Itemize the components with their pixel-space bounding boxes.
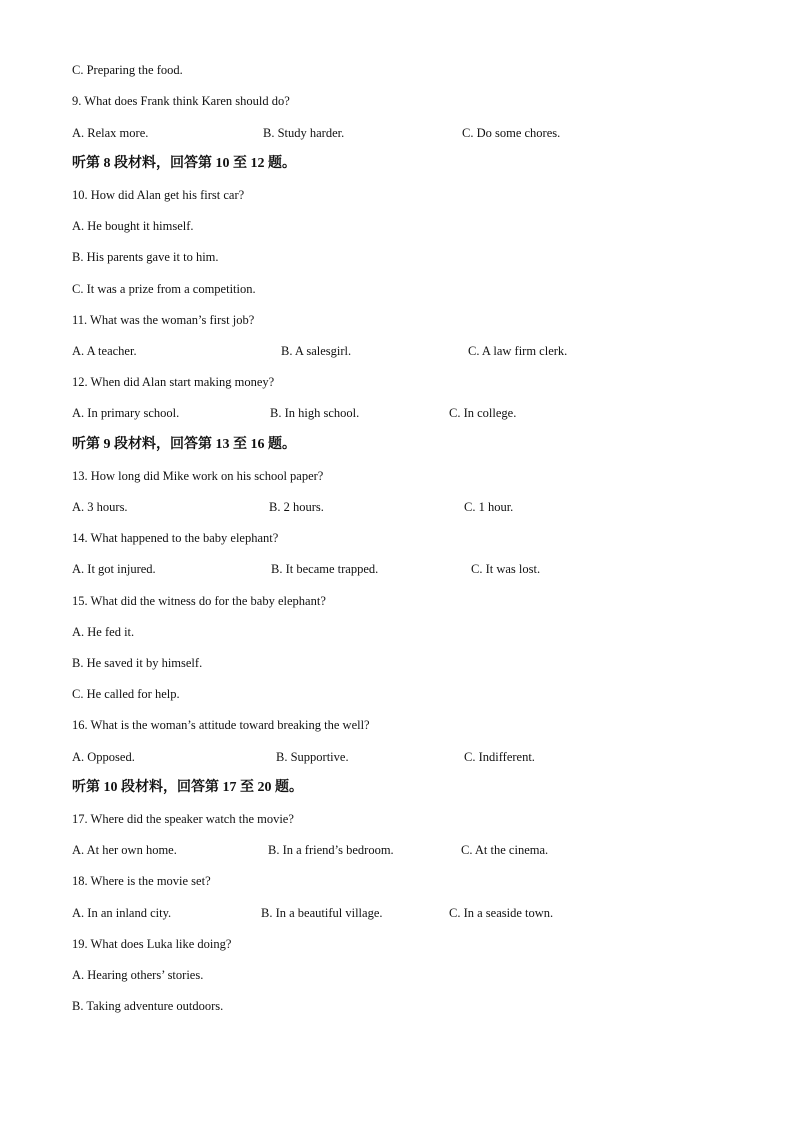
answer-option: B. It became trapped. (271, 562, 379, 576)
text-line: C. Preparing the food. (72, 63, 183, 77)
answer-option: B. In a friend’s bedroom. (268, 843, 394, 857)
answer-option: C. Do some chores. (462, 126, 561, 140)
answer-option: A. It got injured. (72, 562, 156, 576)
section-heading: 听第 10 段材料，回答第 17 至 20 题。 (72, 780, 303, 795)
answer-option: B. Study harder. (263, 126, 345, 140)
answer-option: A. At her own home. (72, 843, 177, 857)
text-line: 12. When did Alan start making money? (72, 375, 275, 389)
text-line: 13. How long did Mike work on his school paper? (72, 469, 324, 483)
text-line: C. It was a prize from a competition. (72, 282, 256, 296)
answer-option: B. In high school. (270, 406, 360, 420)
answer-option: B. Supportive. (276, 750, 349, 764)
text-line: B. Taking adventure outdoors. (72, 999, 224, 1013)
answer-option: C. In college. (449, 406, 517, 420)
answer-option: C. A law firm clerk. (468, 344, 568, 358)
answer-option: C. In a seaside town. (449, 906, 554, 920)
text-line: 11. What was the woman’s first job? (72, 313, 255, 327)
text-line: A. Hearing others’ stories. (72, 968, 204, 982)
text-line: 10. How did Alan get his first car? (72, 188, 245, 202)
text-line: B. He saved it by himself. (72, 656, 203, 670)
text-line: C. He called for help. (72, 687, 180, 701)
answer-option: C. 1 hour. (464, 500, 514, 514)
answer-option: A. 3 hours. (72, 500, 128, 514)
text-line: 18. Where is the movie set? (72, 874, 211, 888)
text-line: B. His parents gave it to him. (72, 250, 219, 264)
answer-option: B. 2 hours. (269, 500, 324, 514)
section-heading: 听第 9 段材料，回答第 13 至 16 题。 (72, 437, 296, 452)
answer-option: A. In primary school. (72, 406, 180, 420)
text-line: 16. What is the woman’s attitude toward breaking the well? (72, 718, 370, 732)
section-heading: 听第 8 段材料，回答第 10 至 12 题。 (72, 156, 296, 171)
text-line: A. He bought it himself. (72, 219, 194, 233)
answer-option: C. It was lost. (471, 562, 541, 576)
text-line: 15. What did the witness do for the baby elephant? (72, 594, 326, 608)
text-line: 17. Where did the speaker watch the movie? (72, 812, 294, 826)
answer-option: A. Relax more. (72, 126, 149, 140)
answer-option: A. In an inland city. (72, 906, 172, 920)
text-line: A. He fed it. (72, 625, 135, 639)
text-line: 14. What happened to the baby elephant? (72, 531, 279, 545)
answer-option: C. Indifferent. (464, 750, 535, 764)
answer-option: B. In a beautiful village. (261, 906, 383, 920)
answer-option: A. Opposed. (72, 750, 135, 764)
text-line: 19. What does Luka like doing? (72, 937, 232, 951)
answer-option: A. A teacher. (72, 344, 137, 358)
text-line: 9. What does Frank think Karen should do? (72, 94, 290, 108)
answer-option: C. At the cinema. (461, 843, 549, 857)
answer-option: B. A salesgirl. (281, 344, 352, 358)
